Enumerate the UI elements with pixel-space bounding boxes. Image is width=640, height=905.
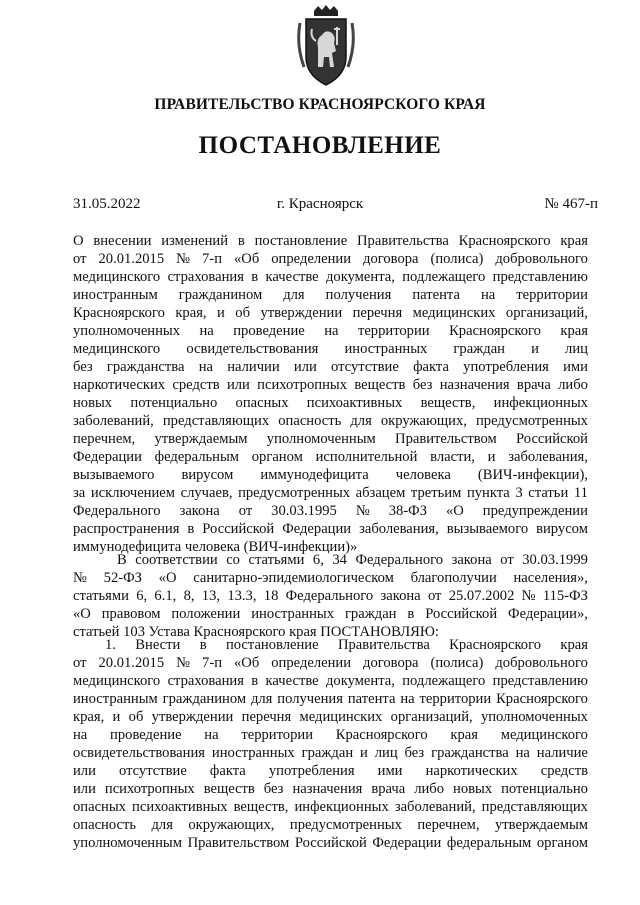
- title-line: перечнем, утверждаемым уполномоченным Правительством Российской: [73, 431, 588, 447]
- title-line: новых потенциально опасных психоактивных веществ, инфекционных: [73, 395, 588, 411]
- title-line: медицинского страхования в качестве документа, подлежащего представлению: [73, 269, 588, 285]
- title-line: от 20.01.2015 № 7-п «Об определении договора (полиса) добровольного: [73, 251, 588, 267]
- document-date: 31.05.2022: [73, 196, 141, 212]
- title-line: Федерального закона от 30.03.1995 № 38-ФЗ «О предупреждении: [73, 503, 588, 519]
- preamble-line: статьей 103 Устава Красноярского края ПОСТАНОВЛЯЮ:: [73, 624, 439, 640]
- title-line: О внесении изменений в постановление Правительства Красноярского края: [73, 233, 588, 249]
- clause-1-line: 1. Внести в постановление Правительства Красноярского края: [105, 637, 588, 653]
- clause-1-line: на проведение на территории Красноярского края медицинского: [73, 727, 588, 743]
- clause-1-line: уполномоченным Правительством Российской Федерации федеральным органом: [73, 835, 588, 851]
- clause-1-line: или отсутствие факта употребления ими наркотических средств: [73, 763, 588, 779]
- government-name: ПРАВИТЕЛЬСТВО КРАСНОЯРСКОГО КРАЯ: [154, 96, 486, 113]
- clause-1-line: опасных психоактивных веществ, инфекционных заболеваний, представляющих: [73, 799, 588, 815]
- title-line: уполномоченных на проведение на территории Красноярского края: [73, 323, 588, 339]
- preamble-line: статьями 6, 6.1, 8, 13, 13.3, 18 Федерального закона от 25.07.2002 № 115-ФЗ: [73, 588, 588, 604]
- title-line: иммунодефицита человека (ВИЧ-инфекции)»: [73, 539, 358, 555]
- title-line: без гражданства на наличии или отсутствие факта употребления ими: [73, 359, 588, 375]
- clause-1-line: освидетельствования иностранных граждан и лиц без гражданства на наличие: [73, 745, 588, 761]
- document-city: г. Красноярск: [276, 196, 364, 212]
- title-line: заболеваний, представляющих опасность для окружающих, предусмотренных: [73, 413, 588, 429]
- clause-1-line: края, и об утверждении перечня медицинских организаций, уполномоченных: [73, 709, 588, 725]
- title-line: Красноярского края, и об утверждении перечня медицинских организаций,: [73, 305, 588, 321]
- document-type: ПОСТАНОВЛЕНИЕ: [198, 132, 442, 159]
- clause-1-line: иностранным гражданином для получения патента на территории Красноярского: [73, 691, 588, 707]
- clause-1-line: опасность для окружающих, предусмотренных перечнем, утверждаемым: [73, 817, 588, 833]
- title-line: распространения в Российской Федерации заболевания, вызываемого вирусом: [73, 521, 588, 537]
- title-line: Федерации федеральным органом исполнительной власти, и заболевания,: [73, 449, 588, 465]
- coat-of-arms-icon: [296, 5, 356, 89]
- preamble-line: № 52-ФЗ «О санитарно-эпидемиологическом благополучии населения»,: [73, 570, 588, 586]
- title-line: наркотических средств или психотропных веществ без назначения врача либо: [73, 377, 588, 393]
- preamble-line: В соответствии со статьями 6, 34 Федерального закона от 30.03.1999: [117, 552, 588, 568]
- title-line: медицинского освидетельствования иностранных граждан и лиц: [73, 341, 588, 357]
- preamble-line: «О правовом положении иностранных граждан в Российской Федерации»,: [73, 606, 588, 622]
- clause-1-line: или психотропных веществ без назначения врача либо новых потенциально: [73, 781, 588, 797]
- title-line: за исключением случаев, предусмотренных абзацем третьим пункта 3 статьи 11: [73, 485, 588, 501]
- document-number: № 467-п: [544, 196, 598, 212]
- clause-1-line: медицинского страхования в качестве документа, подлежащего представлению: [73, 673, 588, 689]
- title-line: иностранным гражданином для получения патента на территории: [73, 287, 588, 303]
- clause-1-line: от 20.01.2015 № 7-п «Об определении договора (полиса) добровольного: [73, 655, 588, 671]
- title-line: вызываемого вирусом иммунодефицита человека (ВИЧ-инфекции),: [73, 467, 588, 483]
